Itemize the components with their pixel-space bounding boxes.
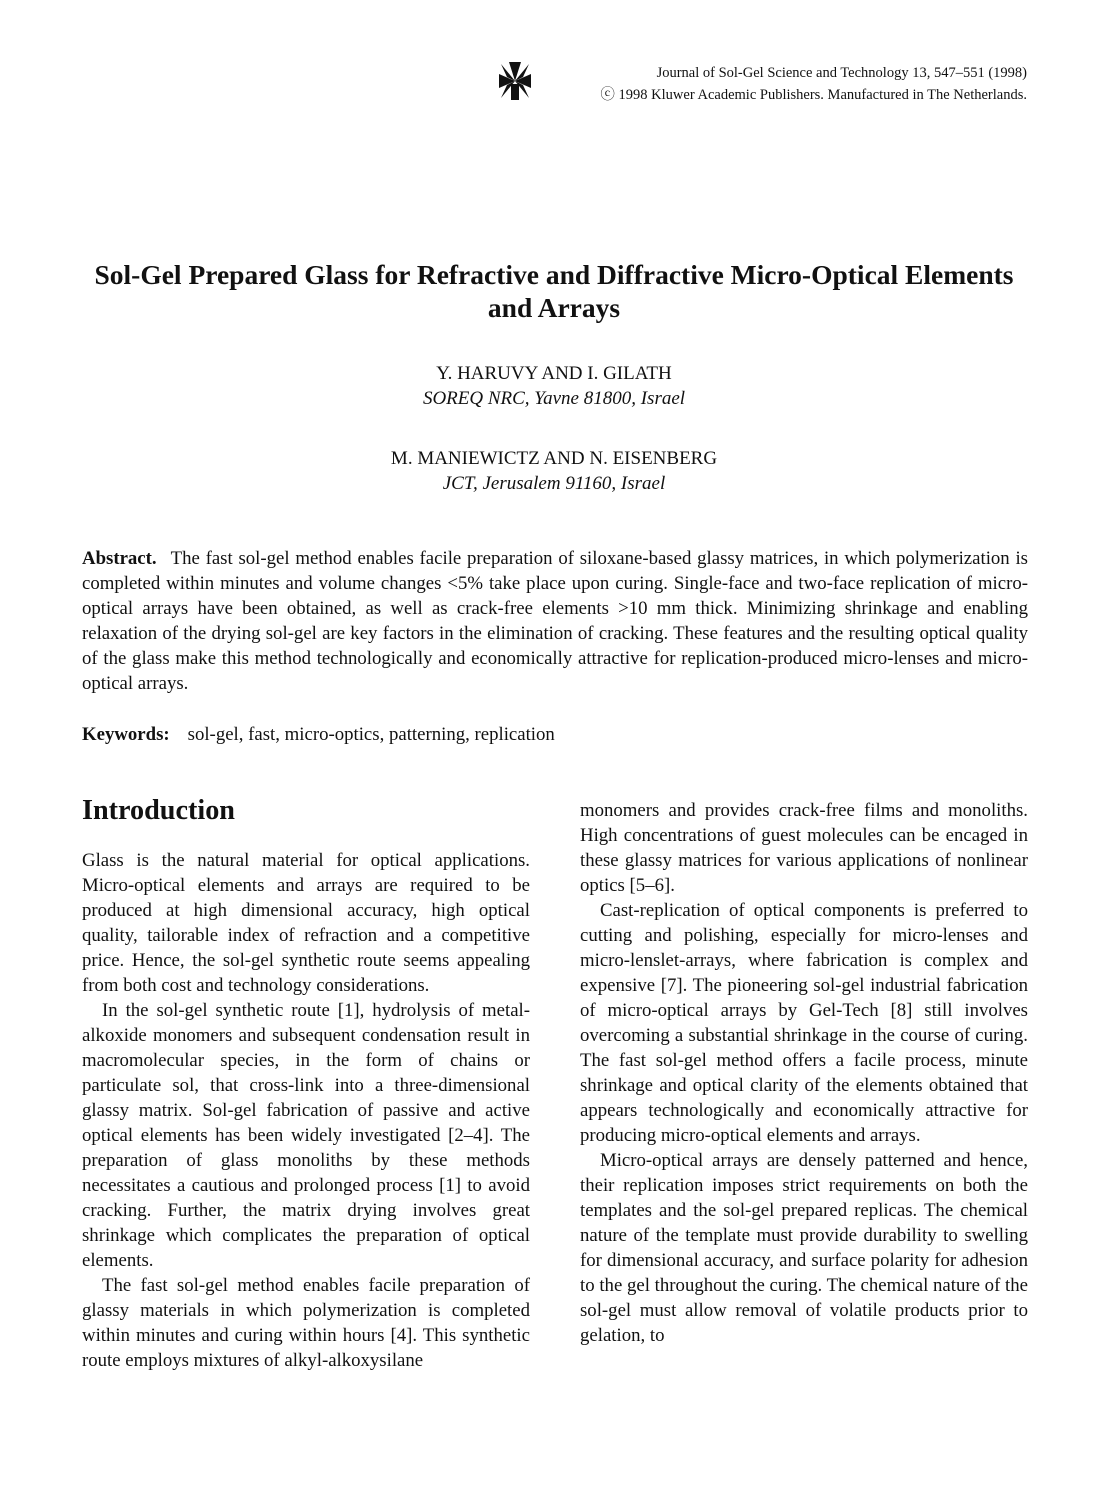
paper-title: Sol-Gel Prepared Glass for Refractive and Diffractive Micro-Optical Elements and Arrays xyxy=(94,259,1014,323)
copyright-notice: ⓒ 1998 Kluwer Academic Publishers. Manufactured in The Netherlands. xyxy=(600,87,1027,103)
abstract-label: Abstract. xyxy=(82,548,157,569)
body-paragraph: Micro-optical arrays are densely patterned and hence, their replication imposes strict requirements on both the templates and the sol-gel prepared replicas. The chemical nature of the template must provide durability to swelling for dimensional accuracy, and surface polarity for adhesion to the gel throughout the curing. The chemical nature of the sol-gel must allow removal of volatile products prior to gelation, to xyxy=(580,1150,1028,1346)
author-names: Y. HARUVY AND I. GILATH xyxy=(436,363,672,384)
author-affiliation: SOREQ NRC, Yavne 81800, Israel xyxy=(422,388,686,409)
right-column xyxy=(580,798,1028,1348)
body-paragraph: The fast sol-gel method enables facile preparation of glassy materials in which polymerization is completed within minutes and curing within hours [4]. This synthetic route employs mixtures of alkyl-alkoxysilane xyxy=(82,1275,530,1371)
author-group-1 xyxy=(80,361,1028,411)
left-column xyxy=(82,795,530,1373)
abstract-text: The fast sol-gel method enables facile preparation of siloxane-based glassy matrices, in which polymerization is completed within minutes and volume changes <5% take place upon curing. Single-face and two-face replication of micro-optical arrays have been obtained, as well as crack-free elements >10 mm thick. Minimizing shrinkage and enabling relaxation of the drying sol-gel are key factors in the elimination of cracking. These features and the resulting optical quality of the glass make this method technologically and economically attractive for replication-produced micro-lenses and micro-optical arrays. xyxy=(82,548,1028,694)
journal-citation: Journal of Sol-Gel Science and Technology 13, 547–551 (1998) xyxy=(656,65,1027,81)
keywords-label: Keywords: xyxy=(82,724,170,745)
publisher-logo-icon xyxy=(497,60,533,102)
author-group-2 xyxy=(80,446,1028,496)
section-heading-introduction: Introduction xyxy=(82,795,235,826)
keywords xyxy=(82,722,1028,747)
body-paragraph: Glass is the natural material for optical applications. Micro-optical elements and arrays are required to be produced at high dimensional accuracy, high optical quality, tailorable index of refraction and a competitive price. Hence, the sol-gel synthetic route seems appealing from both cost and technology considerations. xyxy=(82,850,530,996)
keywords-text: sol-gel, fast, micro-optics, patterning, replication xyxy=(187,724,555,745)
body-paragraph: monomers and provides crack-free films and monoliths. High concentrations of guest molecules can be encaged in these glassy matrices for various applications of nonlinear optics [5–6]. xyxy=(580,800,1028,896)
body-paragraph: Cast-replication of optical components is preferred to cutting and polishing, especially for micro-lenses and micro-lenslet-arrays, where fabrication is complex and expensive [7]. The pioneering sol-gel industrial fabrication of micro-optical arrays by Gel-Tech [8] still involves overcoming a substantial shrinkage in the course of curing. The fast sol-gel method offers a facile process, minute shrinkage and optical clarity of the elements obtained that appears technologically and economically attractive for producing micro-optical elements and arrays. xyxy=(580,900,1028,1146)
author-affiliation: JCT, Jerusalem 91160, Israel xyxy=(442,473,666,494)
author-names: M. MANIEWICTZ AND N. EISENBERG xyxy=(390,448,718,469)
body-paragraph: In the sol-gel synthetic route [1], hydrolysis of metal-alkoxide monomers and subsequent condensation result in macromolecular species, in the form of chains or particulate sol, that cross-link into a three-dimensional glassy matrix. Sol-gel fabrication of passive and active optical elements has been widely investigated [2–4]. The preparation of glass monoliths by these methods necessitates a cautious and prolonged process [1] to avoid cracking. Further, the matrix drying involves great shrinkage which complicates the preparation of optical elements. xyxy=(82,1000,530,1271)
abstract xyxy=(82,546,1028,696)
journal-header xyxy=(497,60,1037,110)
